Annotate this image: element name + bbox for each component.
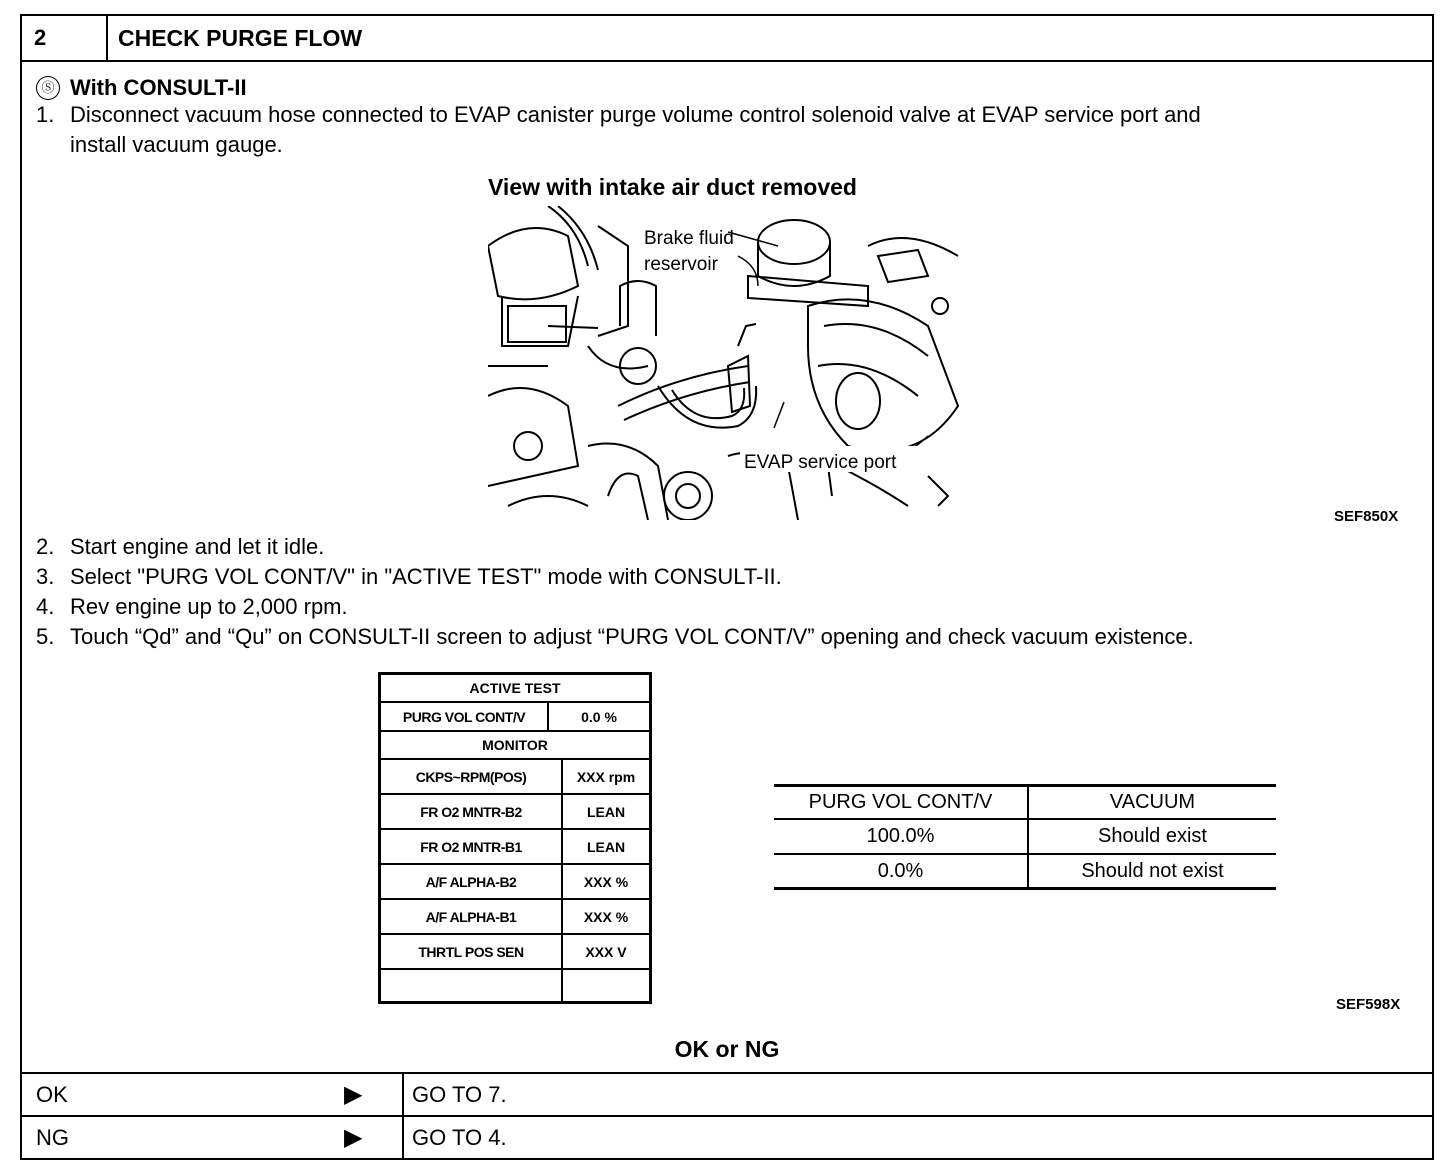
active-test-item-value: 0.0 % [581,708,617,725]
monitor-title: MONITOR [482,737,548,753]
step-2-text: Start engine and let it idle. [70,534,325,559]
monitor-row [381,970,649,1001]
result-row-ok[interactable] [22,1072,1432,1115]
step-4 [36,592,1426,622]
monitor-row [381,760,649,795]
vacuum-cell-opening: 0.0% [774,855,1029,887]
step-5-text: Touch “Qd” and “Qu” on CONSULT-II screen to adjust “PURG VOL CONT/V” opening and check vacuum existence. [70,624,1194,649]
step-5 [36,622,1426,652]
monitor-row-value: XXX V [585,943,627,960]
active-test-screen [378,672,652,1004]
monitor-row-value: LEAN [586,803,626,820]
vacuum-cell-opening: 100.0% [774,820,1029,853]
table-row [774,820,1276,855]
monitor-row-name: A/F ALPHA-B1 [381,900,563,933]
monitor-row-name [381,970,563,1001]
active-test-code: SEF598X [1336,996,1401,1013]
consult-heading [36,74,247,102]
label-brake-fluid-2: reservoir [644,254,718,275]
active-test-item: PURG VOL CONT/V [381,703,549,730]
result-divider [402,1074,404,1116]
step-4-text: Rev engine up to 2,000 rpm. [70,594,348,619]
monitor-row [381,795,649,830]
result-prompt: OK or NG [674,1036,780,1062]
vacuum-table [774,784,1276,890]
vacuum-header-purg: PURG VOL CONT/V [774,787,1029,818]
step-header [22,16,1432,62]
label-brake-fluid-1: Brake fluid [644,228,734,249]
monitor-row [381,865,649,900]
step-1 [36,100,1426,164]
vacuum-cell-result: Should not exist [1081,859,1224,882]
step-number: 2 [22,16,108,60]
step-1-text-line2: install vacuum gauge. [70,132,283,157]
monitor-row-value [563,970,649,1001]
step-title: CHECK PURGE FLOW [118,25,363,51]
arrow-right-icon: ▶ [344,1124,363,1151]
step-1-number: 1. [36,102,55,127]
label-evap-service-port: EVAP service port [744,452,897,473]
active-test-title-row [381,675,649,703]
consult-label: With CONSULT-II [70,75,247,100]
monitor-row-value: XXX % [583,873,629,890]
step-4-number: 4. [36,594,55,619]
monitor-row [381,935,649,970]
active-test-title: ACTIVE TEST [469,680,561,696]
step-5-number: 5. [36,624,55,649]
arrow-right-icon: ▶ [344,1081,363,1108]
monitor-row-value: XXX rpm [576,768,636,785]
result-divider [402,1117,404,1159]
monitor-title-row [381,732,649,760]
engine-bay-illustration [488,206,962,520]
result-action-ok[interactable]: GO TO 7. [412,1082,507,1107]
monitor-row-name: A/F ALPHA-B2 [381,865,563,898]
active-test-item-row [381,703,649,732]
consult-ii-icon: Ⓢ [36,76,60,100]
vacuum-cell-result: Should exist [1098,825,1207,847]
monitor-row-value: LEAN [586,838,626,855]
figure-caption: View with intake air duct removed [488,174,857,200]
vacuum-header-vacuum: VACUUM [1109,791,1196,813]
monitor-row-name: THRTL POS SEN [381,935,563,968]
step-2 [36,532,1426,562]
vacuum-table-header [774,784,1276,820]
monitor-row-name: FR O2 MNTR-B1 [381,830,563,863]
table-row [774,855,1276,890]
step-3 [36,562,1426,592]
result-key-ok: OK [36,1082,68,1107]
result-key-ng: NG [36,1125,69,1150]
step-3-number: 3. [36,564,55,589]
result-action-ng[interactable]: GO TO 4. [412,1125,507,1150]
procedure-frame [20,14,1434,1160]
monitor-row-value: XXX % [583,908,629,925]
monitor-row [381,900,649,935]
step-1-text-line1: Disconnect vacuum hose connected to EVAP canister purge volume control solenoid valve at EVAP service port and [70,102,1201,127]
monitor-row-name: FR O2 MNTR-B2 [381,795,563,828]
figure-code: SEF850X [1334,508,1399,525]
step-2-number: 2. [36,534,55,559]
monitor-row-name: CKPS~RPM(POS) [381,760,563,793]
result-row-ng[interactable] [22,1115,1432,1158]
monitor-row [381,830,649,865]
step-3-text: Select "PURG VOL CONT/V" in "ACTIVE TEST" mode with CONSULT-II. [70,564,782,589]
